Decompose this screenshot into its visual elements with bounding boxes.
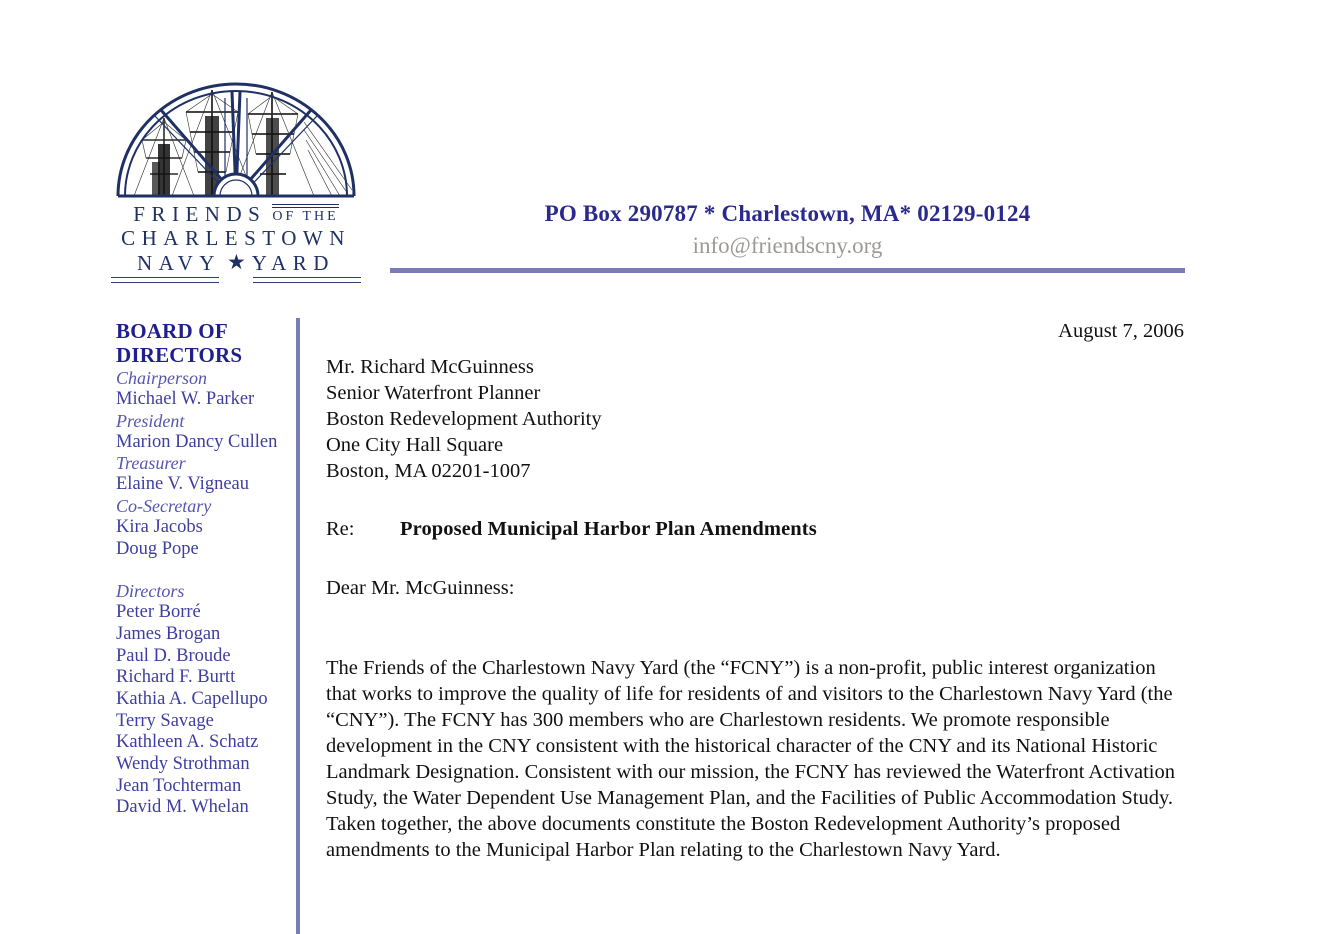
contact-block xyxy=(390,200,1185,261)
officer-role: Treasurer xyxy=(116,453,186,474)
recipient-address-block xyxy=(326,354,1186,484)
wordmark-yard: YARD xyxy=(251,251,335,275)
star-icon: ★ xyxy=(226,250,246,274)
wordmark-charlestown: CHARLESTOWN xyxy=(121,226,351,250)
salutation: Dear Mr. McGuinness: xyxy=(326,577,515,600)
re-subject: Proposed Municipal Harbor Plan Amendments xyxy=(400,518,817,541)
sidebar-spacer xyxy=(116,560,292,581)
director-name: Wendy Strothman xyxy=(116,753,250,774)
officer-name: Doug Pope xyxy=(116,538,199,559)
officer-name: Michael W. Parker xyxy=(116,389,255,410)
header-divider-rule xyxy=(390,268,1185,273)
officer-role: Co-Secretary xyxy=(116,496,212,517)
director-name: Kathia A. Capellupo xyxy=(116,689,268,710)
organization-logo xyxy=(108,78,364,283)
officer-name: Elaine V. Vigneau xyxy=(116,474,249,495)
officer-name: Kira Jacobs xyxy=(116,517,203,538)
director-name: Jean Tochterman xyxy=(116,775,242,796)
recipient-line: Boston Redevelopment Authority xyxy=(326,408,602,431)
recipient-line: Mr. Richard McGuinness xyxy=(326,356,534,379)
officer-role: President xyxy=(116,410,185,431)
wordmark-of-the: OF THE xyxy=(272,209,339,224)
director-name: Peter Borré xyxy=(116,602,201,623)
letter-date: August 7, 2006 xyxy=(1058,320,1184,342)
director-name: James Brogan xyxy=(116,624,221,645)
directors-heading: Directors xyxy=(116,581,185,602)
letter-body xyxy=(326,318,1186,864)
officer-name: Marion Dancy Cullen xyxy=(116,431,278,452)
sidebar-heading-line2: DIRECTORS xyxy=(116,342,243,367)
sidebar-heading xyxy=(116,320,292,367)
director-name: Paul D. Broude xyxy=(116,645,231,666)
board-of-directors-sidebar xyxy=(116,320,292,819)
director-name: Terry Savage xyxy=(116,710,214,731)
director-name: Kathleen A. Schatz xyxy=(116,732,259,753)
email-address[interactable]: info@friendscny.org xyxy=(692,232,883,258)
recipient-line: Senior Waterfront Planner xyxy=(326,382,541,405)
sidebar-divider-rule xyxy=(296,318,300,934)
wordmark-friends: FRIENDS xyxy=(133,202,267,226)
recipient-line: One City Hall Square xyxy=(326,434,504,457)
mailing-address: PO Box 290787 * Charlestown, MA* 02129-0124 xyxy=(544,201,1031,226)
logo-wordmark xyxy=(108,204,364,283)
re-label: Re: xyxy=(326,518,355,541)
recipient-line: Boston, MA 02201-1007 xyxy=(326,460,531,483)
officer-role: Chairperson xyxy=(116,368,208,389)
director-name: David M. Whelan xyxy=(116,797,249,818)
wordmark-double-rule xyxy=(272,204,338,208)
sidebar-heading-line1: BOARD OF xyxy=(116,319,228,343)
fanlight-window-with-ship-masts-logo xyxy=(108,78,364,200)
body-paragraph: The Friends of the Charlestown Navy Yard (the “FCNY”) is a non-profit, public interest organization that works to improve the quality of life for residents of and visitors to the Charlestown Navy Yard (the “CNY”). The FCNY has 300 members who are Charlestown residents. We promote responsible development in the CNY consistent with the historical character of the CNY and its National Historic Landmark Designation. Consistent with our mission, the FCNY has reviewed the Waterfront Activation Study, the Water Dependent Use Management Plan, and the Facilities of Public Accommodation Study. Taken together, the above documents constitute the Boston Redevelopment Authority’s proposed amendments to the Municipal Harbor Plan relating to the Charlestown Navy Yard. xyxy=(326,657,1175,861)
wordmark-navy: NAVY xyxy=(137,251,221,275)
subject-line xyxy=(326,516,1186,542)
letterhead xyxy=(0,0,1322,288)
wordmark-underline xyxy=(108,277,364,283)
director-name: Richard F. Burtt xyxy=(116,667,236,688)
